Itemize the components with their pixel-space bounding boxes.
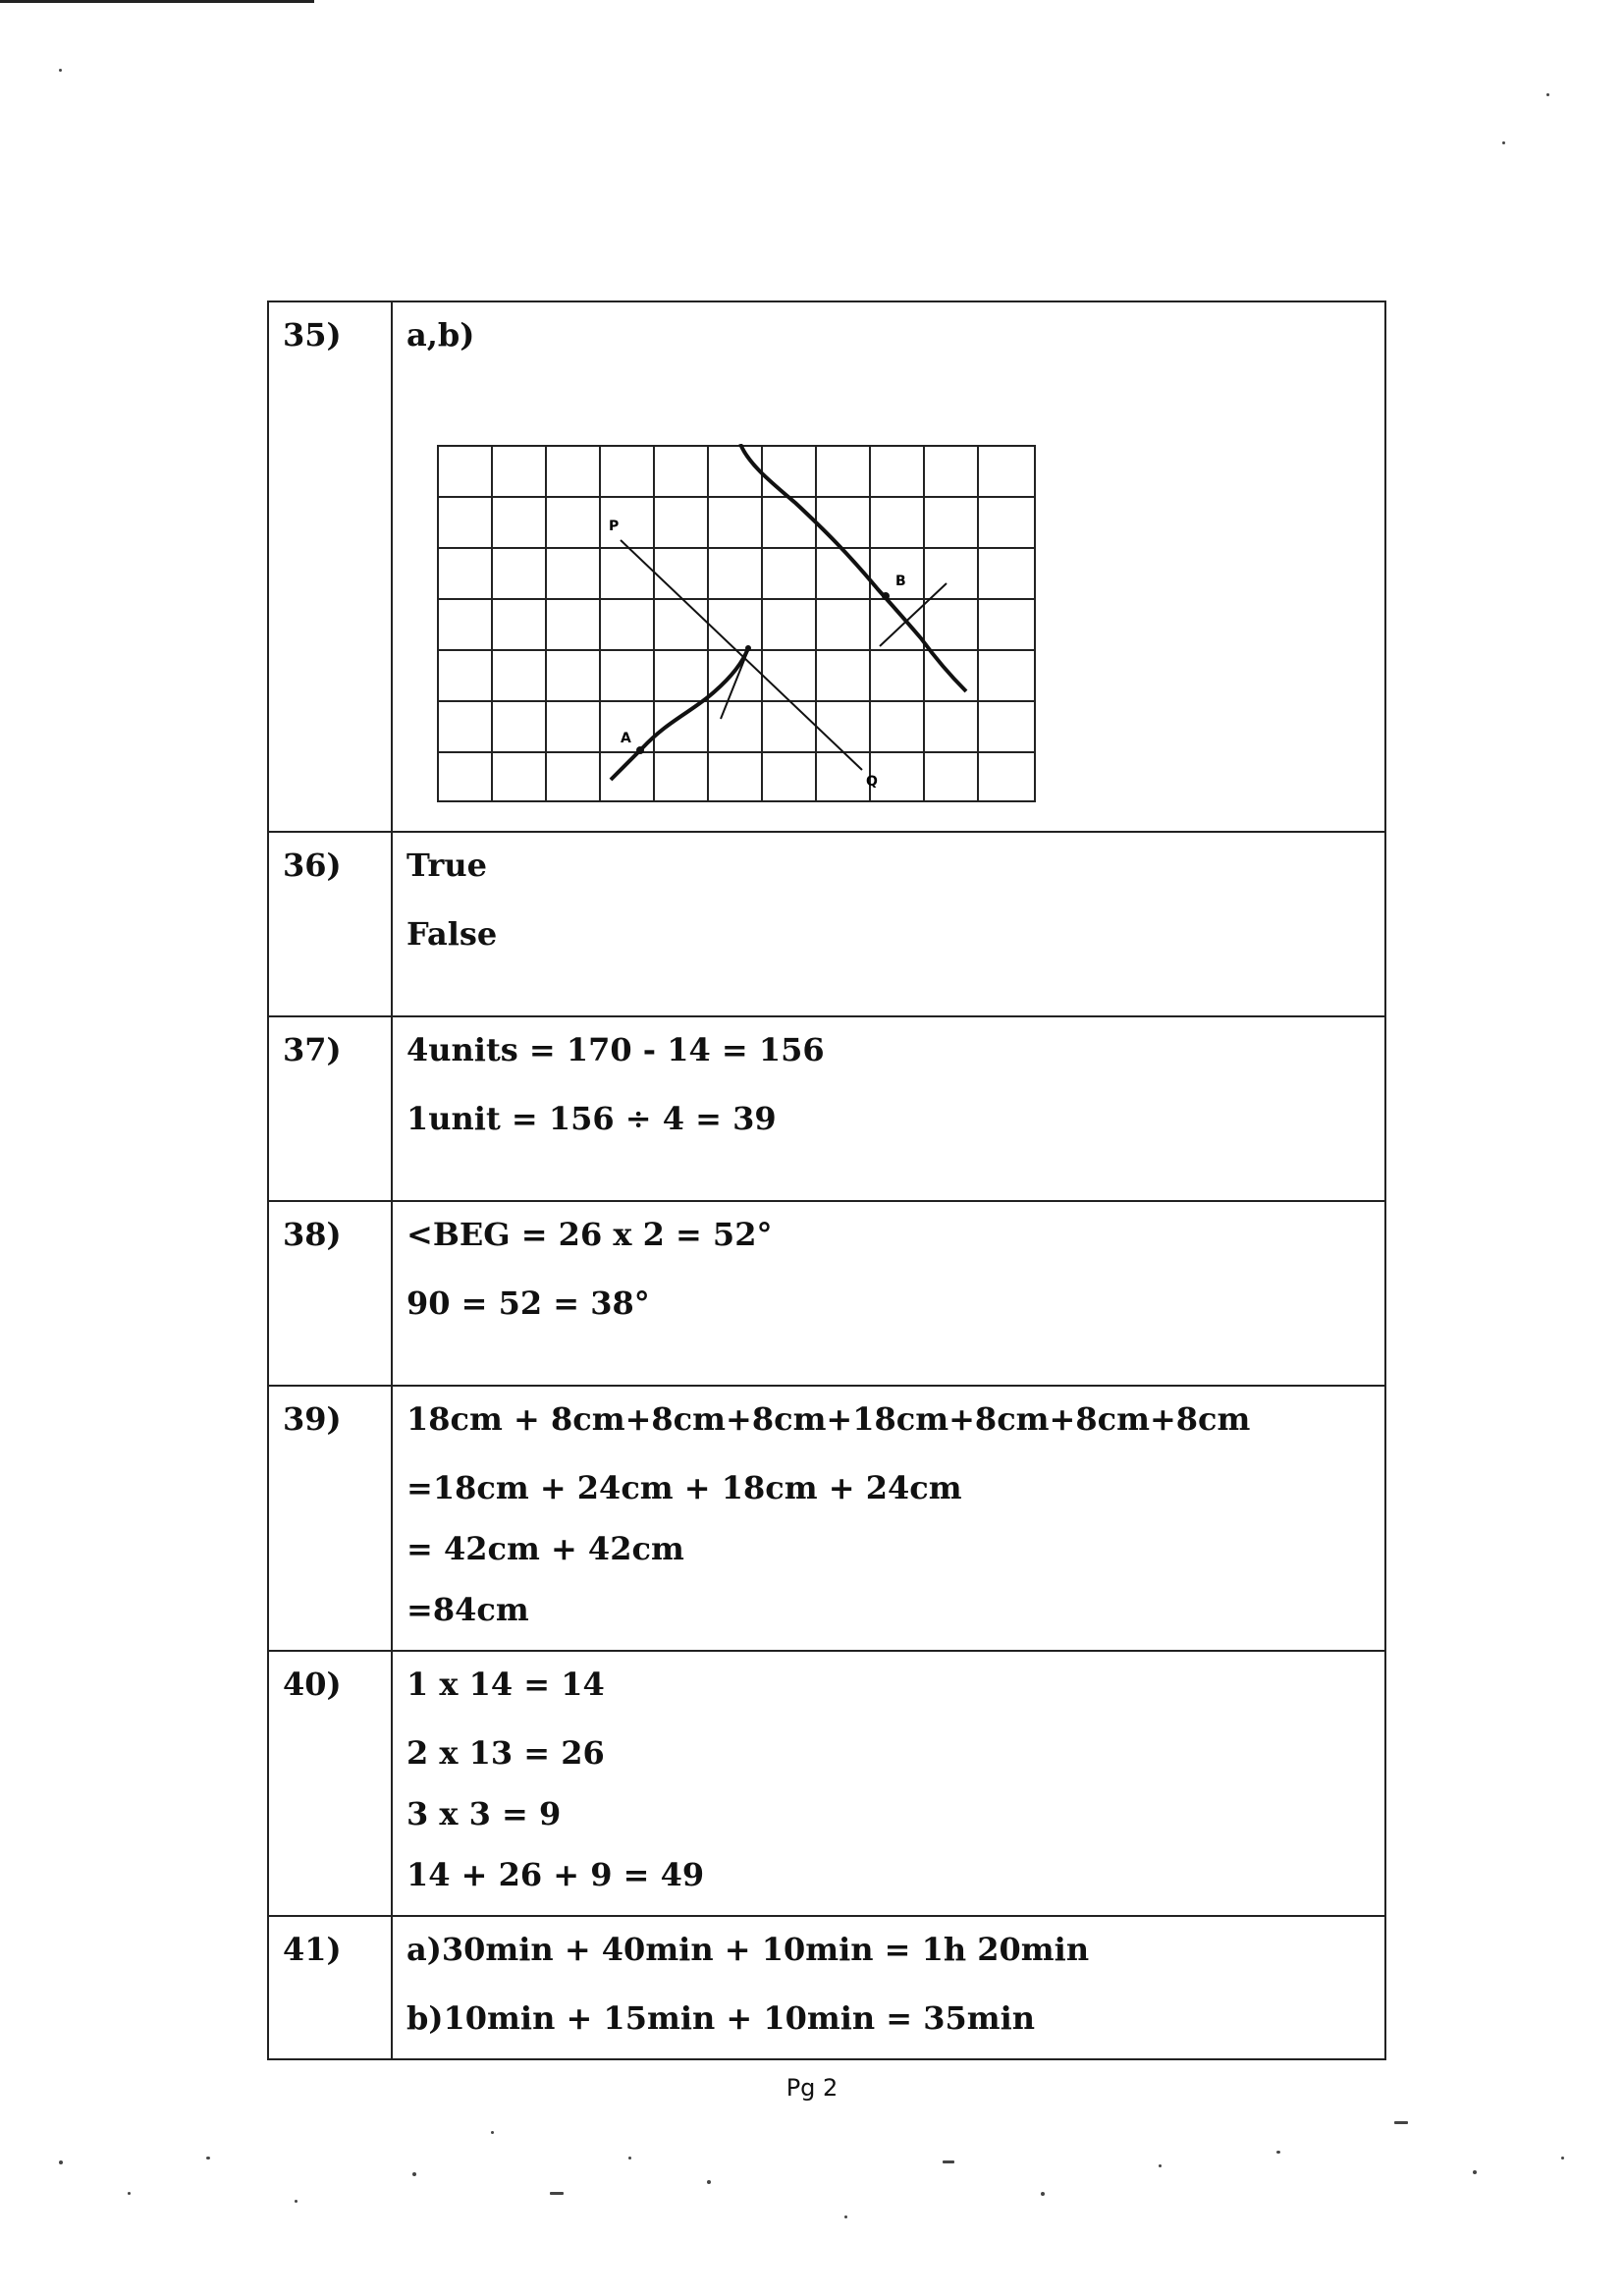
- answer-row-37: [268, 1016, 1385, 1201]
- answer-cell: [392, 1651, 1385, 1916]
- answer-row-40: [268, 1651, 1385, 1916]
- label-p: P: [609, 519, 620, 534]
- answer-row-38: [268, 1201, 1385, 1386]
- answer-cell: [392, 1386, 1385, 1651]
- answer-line: 1unit = 156 ÷ 4 = 39: [406, 1100, 777, 1137]
- point-b: [882, 592, 890, 600]
- top-rule: [0, 0, 314, 3]
- answer-line: a)30min + 40min + 10min = 1h 20min: [406, 1931, 1090, 1968]
- answer-line: False: [406, 915, 498, 953]
- answer-cell: [392, 1916, 1385, 2059]
- curve-b: [740, 444, 966, 691]
- answer-line: 18cm + 8cm+8cm+8cm+18cm+8cm+8cm+8cm: [406, 1400, 1251, 1438]
- question-number: 39): [268, 1386, 392, 1651]
- answer-cell: [392, 832, 1385, 1016]
- bisector-b: [880, 583, 947, 646]
- answer-row-39: [268, 1386, 1385, 1651]
- grid-diagram: [436, 444, 1037, 803]
- label-b: B: [895, 574, 906, 589]
- answer-line: a,b): [406, 316, 475, 354]
- label-q: Q: [866, 774, 878, 790]
- answer-line: 4units = 170 - 14 = 156: [406, 1031, 825, 1068]
- question-number: 38): [268, 1201, 392, 1386]
- answer-line: b)10min + 15min + 10min = 35min: [406, 1999, 1036, 2037]
- curve-a: [611, 648, 748, 780]
- answer-row-36: [268, 832, 1385, 1016]
- answer-line: 90 = 52 = 38°: [406, 1285, 650, 1322]
- answer-cell: [392, 301, 1385, 832]
- answer-line: <BEG = 26 x 2 = 52°: [406, 1216, 773, 1253]
- answer-cell: [392, 1201, 1385, 1386]
- question-number: 41): [268, 1916, 392, 2059]
- answer-cell: [392, 1016, 1385, 1201]
- answer-line: 3 x 3 = 9: [406, 1795, 562, 1832]
- answer-line: =18cm + 24cm + 18cm + 24cm: [406, 1469, 962, 1506]
- label-a: A: [621, 731, 631, 746]
- question-number: 37): [268, 1016, 392, 1201]
- intersection-point: [745, 645, 751, 651]
- answer-line: =84cm: [406, 1591, 529, 1628]
- answer-line: 1 x 14 = 14: [406, 1666, 605, 1703]
- answer-line: True: [406, 847, 487, 884]
- answer-line: 14 + 26 + 9 = 49: [406, 1856, 705, 1893]
- answer-table: [267, 301, 1386, 2060]
- question-number: 36): [268, 832, 392, 1016]
- answer-line: 2 x 13 = 26: [406, 1734, 605, 1772]
- answer-line: = 42cm + 42cm: [406, 1530, 684, 1567]
- question-number: 40): [268, 1651, 392, 1916]
- answer-row-35: [268, 301, 1385, 832]
- point-a: [636, 746, 644, 754]
- question-number: 35): [268, 301, 392, 832]
- answer-row-41: [268, 1916, 1385, 2059]
- page-number: Pg 2: [785, 2074, 839, 2102]
